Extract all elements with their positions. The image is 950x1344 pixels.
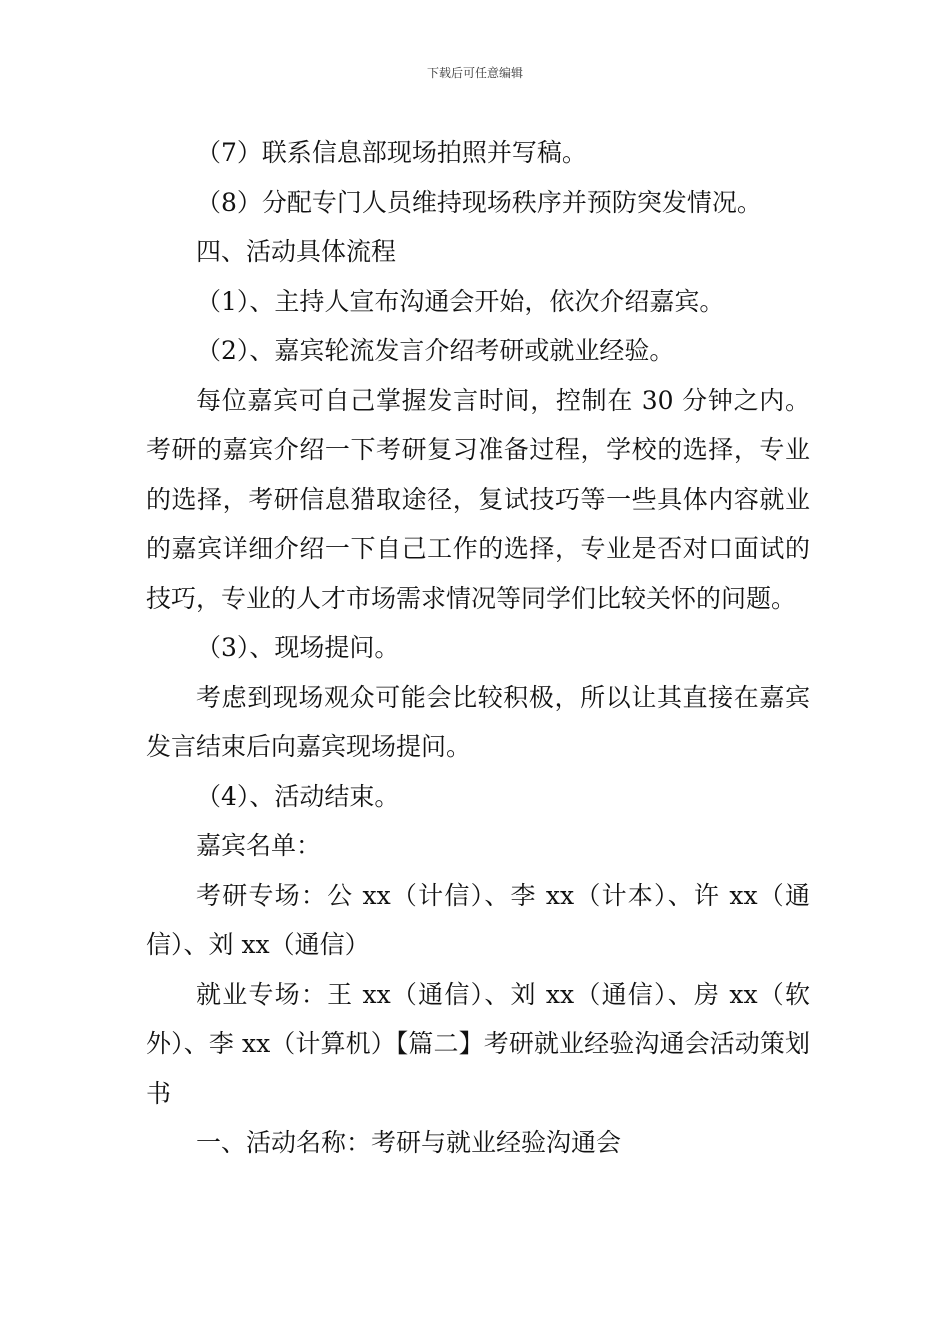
guest-list-heading: 嘉宾名单： <box>196 831 322 860</box>
paragraph-5: 每位嘉宾可自己掌握发言时间，控制在 30 分钟之内。考研的嘉宾介绍一下考研复习准备过程，学校的选择，专业的选择，考研信息猎取途径，复试技巧等一些具体内容就业的嘉宾详细介绍一下自己工作的选择，专业是否对口面试的技巧，专业的人才市场需求情况等同学们比较关怀的问题。 <box>146 385 810 613</box>
paragraph-2: （8）分配专门人员维持现场秩序并预防突发情况。 <box>196 187 762 217</box>
activity-name: 一、活动名称：考研与就业经验沟通会 <box>196 1128 622 1157</box>
guest-list-jiuye: 就业专场：王 xx（通信）、刘 xx（通信）、房 xx（软外）、李 xx（计算机）【篇二】考研就业经验沟通会活动策划书 <box>146 979 810 1108</box>
paragraph-7: 考虑到现场观众可能会比较积极，所以让其直接在嘉宾发言结束后向嘉宾现场提问。 <box>146 682 810 761</box>
paragraph-6: （3）、现场提问。 <box>196 633 400 662</box>
section-heading-4: 四、活动具体流程 <box>196 237 397 266</box>
paragraph-3: （1）、主持人宣布沟通会开始，依次介绍嘉宾。 <box>196 286 725 316</box>
paragraph-1: （7）联系信息部现场拍照并写稿。 <box>196 138 587 167</box>
paragraph-4: （2）、嘉宾轮流发言介绍考研或就业经验。 <box>196 336 675 365</box>
page-header: 下载后可任意编辑 <box>426 66 523 80</box>
paragraph-8: （4）、活动结束。 <box>196 781 400 811</box>
document-body <box>146 128 810 1168</box>
guest-list-kaoyan: 考研专场：公 xx（计信）、李 xx（计本）、许 xx（通信）、刘 xx（通信） <box>146 880 810 959</box>
